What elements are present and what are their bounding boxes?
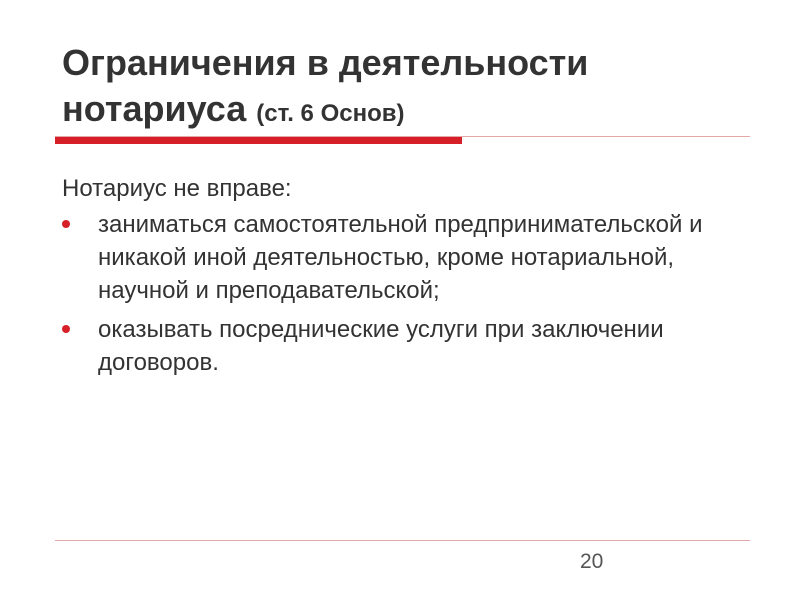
bullet-dot-icon <box>62 325 70 333</box>
bullet-list <box>62 208 742 379</box>
title-main: Ограничения в деятельности нотариуса <box>62 42 589 129</box>
title-note: (ст. 6 Основ) <box>256 100 405 127</box>
bullet-text: заниматься самостоятельной предпринимательской и никакой иной деятельностью, кроме нотариальной, научной и преподавательской; <box>98 211 703 304</box>
bullet-item <box>62 313 742 379</box>
title-accent-bar <box>55 137 462 144</box>
bullet-item <box>62 208 742 307</box>
page-number: 20 <box>580 550 604 573</box>
footer-divider-line <box>55 540 750 541</box>
slide-body <box>62 172 742 385</box>
intro-text: Нотариус не вправе: <box>62 175 292 202</box>
bullet-dot-icon <box>62 220 70 228</box>
slide-title <box>62 40 742 137</box>
bullet-text: оказывать посреднические услуги при заключении договоров. <box>98 316 664 376</box>
